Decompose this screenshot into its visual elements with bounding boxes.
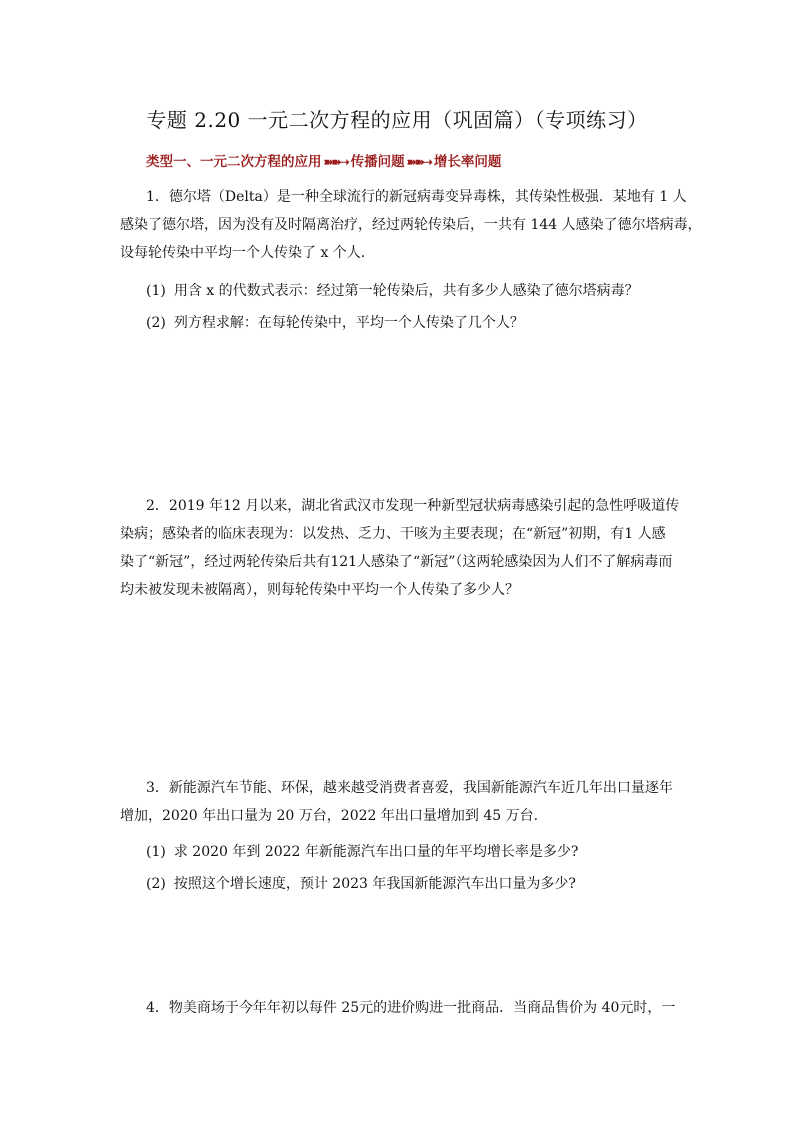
part-number: (2) [146, 315, 166, 331]
question-3-line: 增加，2020 年出口量为 20 万台，2022 年出口量增加到 45 万台. [120, 808, 539, 824]
question-2-line: 2．2019 年12 月以来，湖北省武汉市发现一种新型冠状病毒感染引起的急性呼吸道传 [146, 498, 680, 514]
part-number: (2) [146, 876, 166, 892]
question-1-line: 1．德尔塔（Delta）是一种全球流行的新冠病毒变异毒株，其传染性极强．某地有 1 人 [146, 189, 687, 205]
double-arrow-icon: ➽➽➝ [323, 155, 348, 169]
part-text: 求 2020 年到 2022 年新能源汽车出口量的年平均增长率是多少? [173, 844, 579, 860]
question-4-line: 4．物美商场于今年年初以每件 25元的进价购进一批商品．当商品售价为 40元时，一 [146, 1000, 676, 1016]
question-3 [120, 774, 678, 830]
question-3-line: 3．新能源汽车节能、环保，越来越受消费者喜爱，我国新能源汽车近几年出口量逐年 [146, 780, 673, 796]
question-1-line: 感染了德尔塔，因为没有及时隔离治疗，经过两轮传染后，一共有 144 人感染了德尔塔病毒， [120, 217, 702, 233]
question-2 [120, 492, 678, 604]
section-item-spread: 传播问题 [350, 154, 405, 170]
question-2-line: 染了“新冠”，经过两轮传染后共有121人感染了“新冠”（这两轮感染因为人们不了解病毒而 [120, 554, 673, 570]
part-text: 按照这个增长速度，预计 2023 年我国新能源汽车出口量为多少? [173, 876, 576, 892]
section-heading [146, 150, 501, 170]
page-title: 专题 2.20 一元二次方程的应用（巩固篇）（专项练习） [146, 108, 648, 132]
question-3-part-1 [146, 841, 578, 861]
double-arrow-icon: ➽➽➝ [406, 155, 431, 169]
section-item-growth: 增长率问题 [433, 154, 502, 170]
question-1-part-2 [146, 312, 524, 332]
question-1 [120, 183, 702, 267]
question-4 [120, 994, 678, 1022]
section-label: 类型一、一元二次方程的应用 [146, 154, 322, 170]
question-1-line: 设每轮传染中平均一个人传染了 x 个人． [120, 245, 375, 261]
question-1-part-1 [146, 280, 639, 300]
question-3-part-2 [146, 873, 576, 893]
question-2-line: 均未被发现未被隔离），则每轮传染中平均一个人传染了多少人？ [120, 582, 519, 598]
part-number: (1) [146, 283, 166, 299]
part-text: 用含 x 的代数式表示：经过第一轮传染后，共有多少人感染了德尔塔病毒？ [173, 283, 639, 299]
part-number: (1) [146, 844, 166, 860]
part-text: 列方程求解：在每轮传染中，平均一个人传染了几个人？ [173, 315, 524, 331]
question-2-line: 染病；感染者的临床表现为：以发热、乏力、干咳为主要表现；在“新冠”初期，有1 人感 [120, 526, 666, 542]
